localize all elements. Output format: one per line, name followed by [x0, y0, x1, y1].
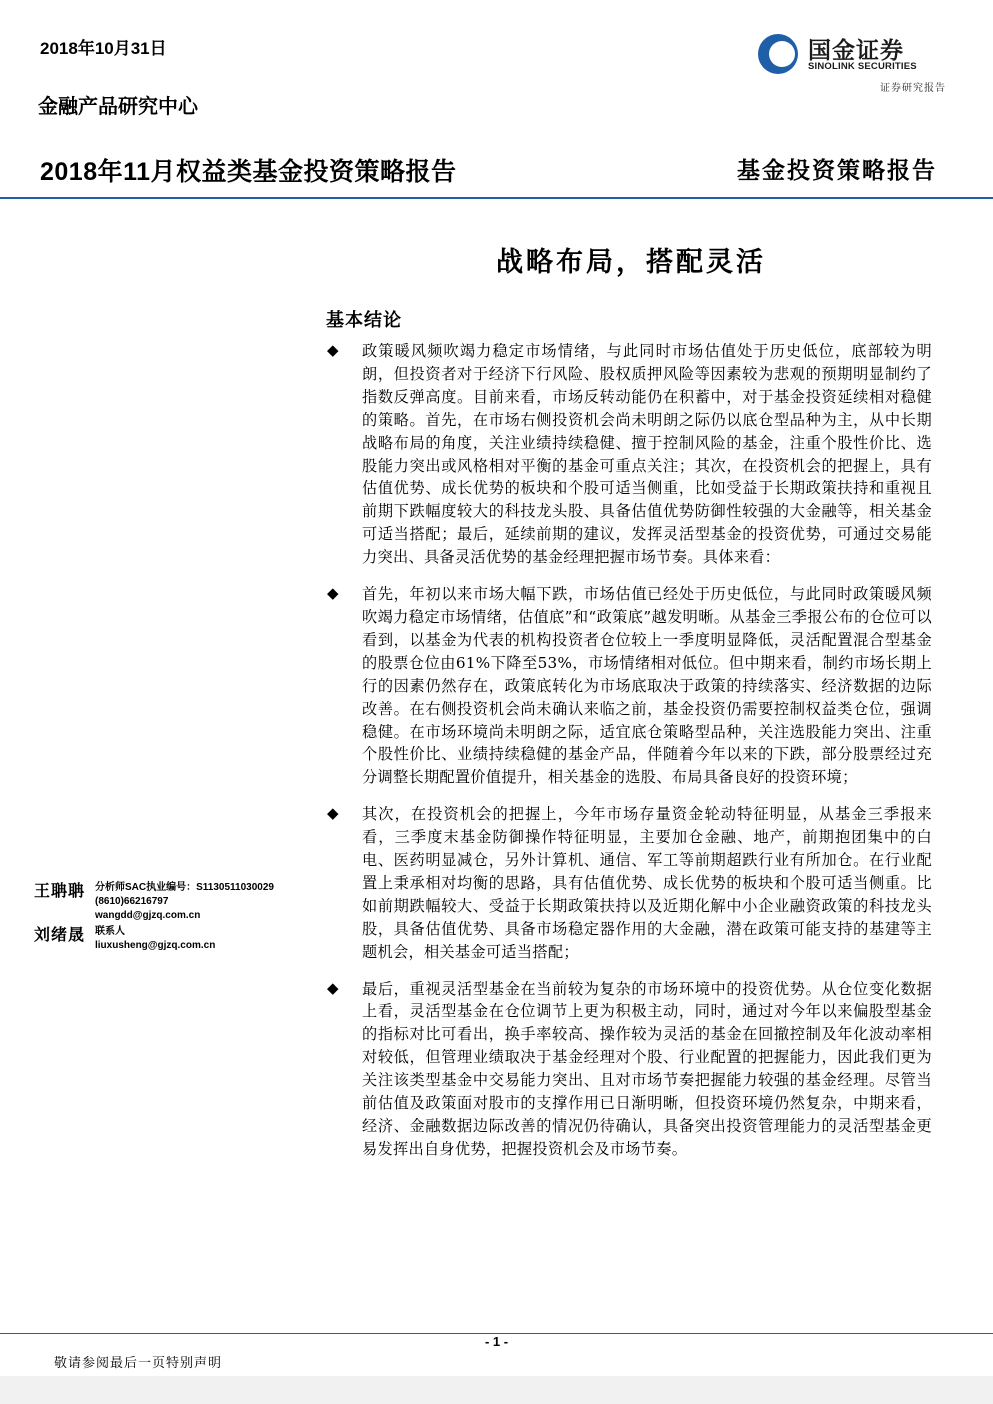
company-logo [756, 30, 946, 92]
logo-name-en: SINOLINK SECURITIES [808, 61, 917, 72]
logo-name-cn: 国金证券 [808, 38, 904, 64]
diamond-bullet-icon: ◆ [327, 341, 339, 359]
author-phone: (8610)66216797 [95, 896, 169, 907]
conclusion-text: 首先，年初以来市场大幅下跌，市场估值已经处于历史低位，与此同时政策暖风频吹竭力稳定市场情绪，估值底”和“政策底”越发明晰。从基金三季报公布的仓位可以看到，以基金为代表的机构投资者仓位较上一季度明显降低，灵活配置混合型基金的股票仓位由61%下降至53%，市场情绪相对低位。但中期来看，制约市场长期上行的因素仍然存在，政策底转化为市场底取决于政策的持续落实、经济数据的边际改善。在右侧投资机会尚未确认来临之前，基金投资仍需要控制权益类仓位，强调稳健。在市场环境尚未明朗之际，适宜底仓策略型品种，关注选股能力突出、注重个股性价比、业绩持续稳健的基金产品，伴随着今年以来的下跌，部分股票经过充分调整长期配置价值提升，相关基金的选股、布局具备良好的投资环境； [362, 585, 932, 787]
author-info [95, 925, 215, 953]
author-name: 王聃聃 [34, 881, 86, 900]
page-number: - 1 - [484, 1334, 509, 1349]
conclusion-item [326, 583, 932, 789]
section-title: 基本结论 [326, 310, 402, 331]
author-role: 分析师SAC执业编号：S1130511030029 [95, 882, 274, 893]
author-block [34, 878, 314, 956]
author-email[interactable]: liuxusheng@gjzq.com.cn [95, 940, 216, 951]
headline: 战略布局，搭配灵活 [496, 247, 766, 278]
author-email[interactable]: wangdd@gjzq.com.cn [95, 910, 201, 921]
conclusion-item [326, 803, 932, 963]
sinolink-logo-icon [756, 32, 800, 76]
diamond-bullet-icon: ◆ [327, 978, 339, 997]
report-type: 基金投资策略报告 [737, 157, 937, 184]
conclusion-text: 其次，在投资机会的把握上，今年市场存量资金轮动特征明显，从基金三季报来看，三季度末基金防御操作特征明显，主要加仓金融、地产，前期抱团集中的白电、医药明显减仓，另外计算机、通信、军工等前期超跌行业有所加仓。在行业配置上秉承相对均衡的思路，具有估值优势、成长优势的板块和个股可适当侧重。比如前期跌幅较大、受益于长期政策扶持以及近期化解中小企业融资政策的科技龙头股，具备估值优势、具备市场稳定器作用的大金融，潜在政策可能支持的基建等主题机会，相关基金可适当搭配； [362, 805, 932, 961]
author-role: 联系人 [95, 926, 125, 937]
footer-disclaimer: 敬请参阅最后一页特别声明 [54, 1356, 223, 1371]
page-bottom-band [0, 1376, 993, 1404]
diamond-bullet-icon: ◆ [327, 584, 339, 603]
author-info [95, 881, 274, 923]
diamond-bullet-icon: ◆ [327, 804, 339, 823]
author-entry [34, 922, 314, 956]
conclusion-item [326, 978, 932, 1161]
header-divider [0, 197, 993, 199]
conclusion-text: 最后，重视灵活型基金在当前较为复杂的市场环境中的投资优势。从仓位变化数据上看，灵活型基金在仓位调节上更为积极主动，同时，通过对今年以来偏股型基金的指标对比可看出，换手率较高、操作较为灵活的基金在回撤控制及年化波动率相对较低，但管理业绩取决于基金经理对个股、行业配置的把握能力，因此我们更为关注该类型基金中交易能力突出、且对市场节奏把握能力较强的基金经理。尽管当前估值及政策面对股市的支撑作用已日渐明晰，但投资环境仍然复杂，中期来看，经济、金融数据边际改善的情况仍待确认，具备突出投资管理能力的灵活型基金更易发挥出自身优势，把握投资机会及市场节奏。 [362, 979, 932, 1158]
department-name: 金融产品研究中心 [38, 94, 198, 118]
author-name: 刘绪晟 [34, 925, 86, 944]
conclusion-item [326, 340, 932, 569]
report-date: 2018年10月31日 [40, 39, 167, 58]
author-entry [34, 878, 314, 922]
report-title: 2018年11月权益类基金投资策略报告 [40, 158, 457, 186]
conclusion-text: 政策暖风频吹竭力稳定市场情绪，与此同时市场估值处于历史低位，底部较为明朗，但投资者对于经济下行风险、股权质押风险等因素较为悲观的预期明显制约了指数反弹高度。目前来看，市场反转动能仍在积蓄中，对于基金投资延续相对稳健的策略。首先，在市场右侧投资机会尚未明朗之际仍以底仓型品种为主，从中长期战略布局的角度，关注业绩持续稳健、擅于控制风险的基金，注重个股性价比、选股能力突出或风格相对平衡的基金可重点关注；其次，在投资机会的把握上，具有估值优势、成长优势的板块和个股可适当侧重，比如受益于长期政策扶持和重视且前期下跌幅度较大的科技龙头股、具备估值优势防御性较强的大金融等，相关基金可适当搭配；最后，延续前期的建议，发挥灵活型基金的投资优势，可通过交易能力突出、具备灵活优势的基金经理把握市场节奏。具体来看： [362, 342, 932, 567]
logo-subtitle: 证券研究报告 [880, 83, 946, 94]
conclusion-list [326, 340, 932, 1175]
